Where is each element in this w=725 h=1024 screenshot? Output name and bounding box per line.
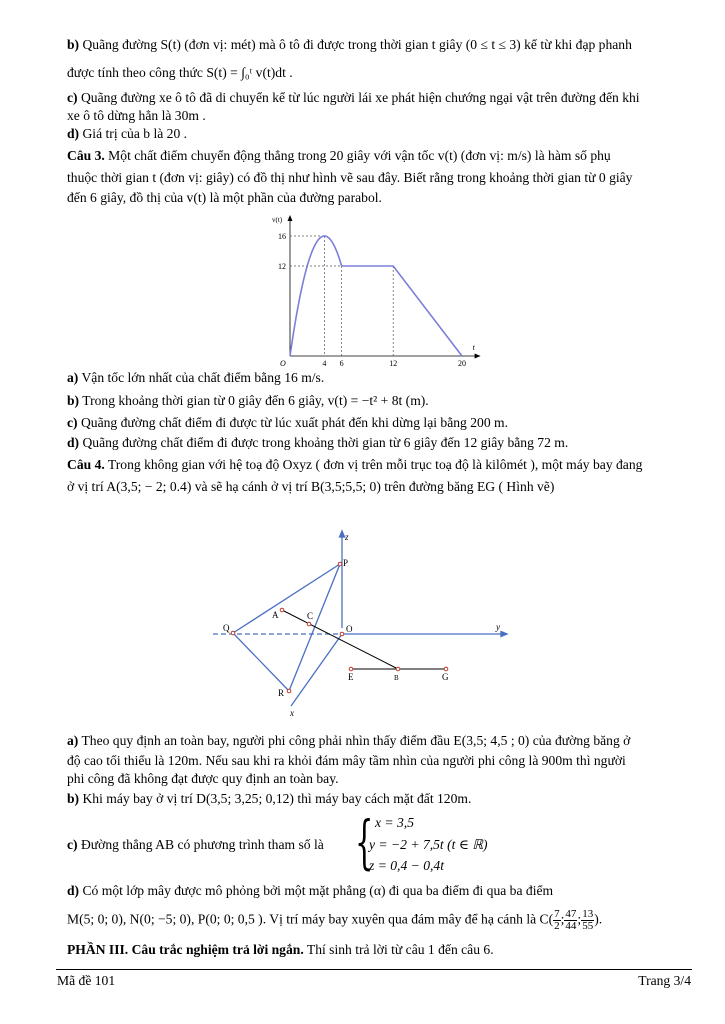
label-C: C (307, 611, 314, 621)
footer-exam-code: Mã đề 101 (57, 973, 116, 988)
question-3-line3: đến 6 giây, đồ thị của v(t) là một phần của đường parabol. (67, 190, 382, 205)
question-2c-line2: xe ô tô dừng hẳn là 30m . (67, 108, 206, 123)
x-axis-label: t (472, 343, 475, 352)
y-tick-label-12: 12 (278, 262, 286, 271)
fraction-1: $\frac{7}{2}$ (554, 908, 560, 932)
x-axis (291, 634, 342, 706)
x-axis-arrow (475, 354, 481, 359)
series-linear (342, 266, 462, 356)
question-2d: d) Giá trị của b là 20 . (67, 126, 188, 141)
label-G: G (442, 672, 449, 682)
edge-PQ (233, 564, 340, 633)
system-line-z: z = 0,4 − 0,4t (369, 858, 444, 873)
system-line-x: x = 3,5 (375, 815, 414, 830)
point-B (396, 667, 400, 671)
question-4b: b) Khi máy bay ở vị trí D(3,5; 3,25; 0,12) thì máy bay cách mặt đất 120m. (67, 791, 472, 806)
system-line-y: y = −2 + 7,5t (t ∈ ℝ) (369, 837, 488, 852)
point-C (307, 622, 311, 626)
question-4-line2: ở vị trí A(3,5; − 2; 0.4) và sẽ hạ cánh ở vị trí B(3,5;5,5; 0) trên đường băng EG ( Hình vẽ) (67, 479, 555, 494)
question-4d-line2: M(5; 0; 0), N(0; −5; 0), P(0; 0; 0,5 ). Vị trí máy bay xuyên qua đám mây để hạ cánh là C( $\frac{7}{2}$ ; $\frac{47}{44}$ ; $\frac{13}{55}$ ). (67, 908, 603, 932)
x-tick-label-4: 4 (322, 359, 327, 368)
label-R: R (278, 688, 285, 698)
question-4d-line1: d) Có một lớp mây được mô phỏng bởi một mặt phẳng (α) đi qua ba điểm đi qua ba điểm (67, 883, 554, 898)
footer-divider (56, 969, 692, 970)
point-O (340, 632, 344, 636)
parametric-system (355, 808, 488, 876)
origin-label: O (280, 359, 286, 368)
z-arrow (340, 531, 345, 537)
point-A (280, 608, 284, 612)
point-G (444, 667, 448, 671)
question-4c: c) Đường thẳng AB có phương trình tham số là (67, 837, 324, 852)
label-A: A (272, 610, 279, 620)
question-3b: b) Trong khoảng thời gian từ 0 giây đến 6 giây, v(t) = −t² + 8t (m). (67, 393, 429, 408)
footer-page-number: Trang 3/4 (638, 973, 691, 988)
y-axis-arrow (288, 215, 293, 221)
coordinate-diagram (205, 528, 525, 720)
label-O: O (346, 624, 353, 634)
question-2c-line1: c) Quãng đường xe ô tô đã di chuyển kể từ lúc người lái xe phát hiện chướng ngại vật trên đường đến khi (67, 90, 640, 105)
question-4a-line2: độ cao tối thiểu là 120m. Nếu sau khi ra khỏi đám mây tầm nhìn của người phi công là 900m thì người (67, 753, 626, 768)
question-3-line2: thuộc thời gian t (đơn vị: giây) có đồ thị như hình vẽ sau đây. Biết rằng trong khoảng thời gian từ 0 giây (67, 170, 633, 185)
fraction-2: $\frac{47}{44}$ (565, 908, 577, 932)
label-z: z (345, 532, 349, 542)
y-axis-label: v(t) (272, 216, 283, 224)
question-3c: c) Quãng đường chất điểm đi được từ lúc xuất phát đến khi dừng lại bằng 200 m. (67, 415, 508, 430)
label-E: E (348, 672, 354, 682)
question-2b-line2: được tính theo công thức S(t) = ∫₀ᵗ v(t)dt . (67, 65, 293, 80)
part-3-heading: PHẦN III. Câu trắc nghiệm trả lời ngắn. Thí sinh trả lời từ câu 1 đến câu 6. (67, 942, 494, 957)
question-4-line1: Câu 4. Trong không gian với hệ toạ độ Oxyz ( đơn vị trên mỗi trục toạ độ là kilômét ), một máy bay đang (67, 457, 643, 472)
fraction-3: $\frac{13}{55}$ (582, 908, 594, 932)
y-tick-label-16: 16 (278, 232, 286, 241)
x-tick-label-12: 12 (389, 359, 398, 368)
point-R (287, 689, 291, 693)
y-arrow (501, 632, 507, 637)
velocity-time-chart (262, 208, 492, 373)
series-parabola (290, 236, 342, 356)
label-B: B (394, 674, 399, 682)
question-4a-line1: a) Theo quy định an toàn bay, người phi công phải nhìn thấy điểm đầu E(3,5; 4,5 ; 0) của đường băng ở (67, 733, 631, 748)
question-3d: d) Quãng đường chất điểm đi được trong khoảng thời gian từ 6 giây đến 12 giây bằng 72 m. (67, 435, 569, 450)
label-x: x (290, 708, 294, 718)
question-3-line1: Câu 3. Một chất điểm chuyển động thẳng trong 20 giây với vận tốc v(t) (đơn vị: m/s) là hàm số phụ (67, 148, 611, 163)
label-y: y (496, 622, 500, 632)
question-2b-line1: b) Quãng đường S(t) (đơn vị: mét) mà ô tô đi được trong thời gian t giây (0 ≤ t ≤ 3) kể từ khi đạp phanh (67, 37, 632, 52)
edge-QR (233, 633, 289, 691)
label-Q: Q (223, 623, 230, 633)
point-E (349, 667, 353, 671)
system-brace: { (355, 808, 374, 876)
label-P: P (343, 558, 349, 568)
segment-AB (282, 610, 398, 669)
question-3a: a) Vận tốc lớn nhất của chất điểm bằng 16 m/s. (67, 370, 325, 385)
x-tick-label-20: 20 (458, 359, 466, 368)
x-tick-label-6: 6 (339, 359, 344, 368)
question-4a-line3: phi công đã không đạt được quy định an toàn bay. (67, 771, 339, 786)
point-Q (231, 631, 235, 635)
point-P (338, 562, 342, 566)
